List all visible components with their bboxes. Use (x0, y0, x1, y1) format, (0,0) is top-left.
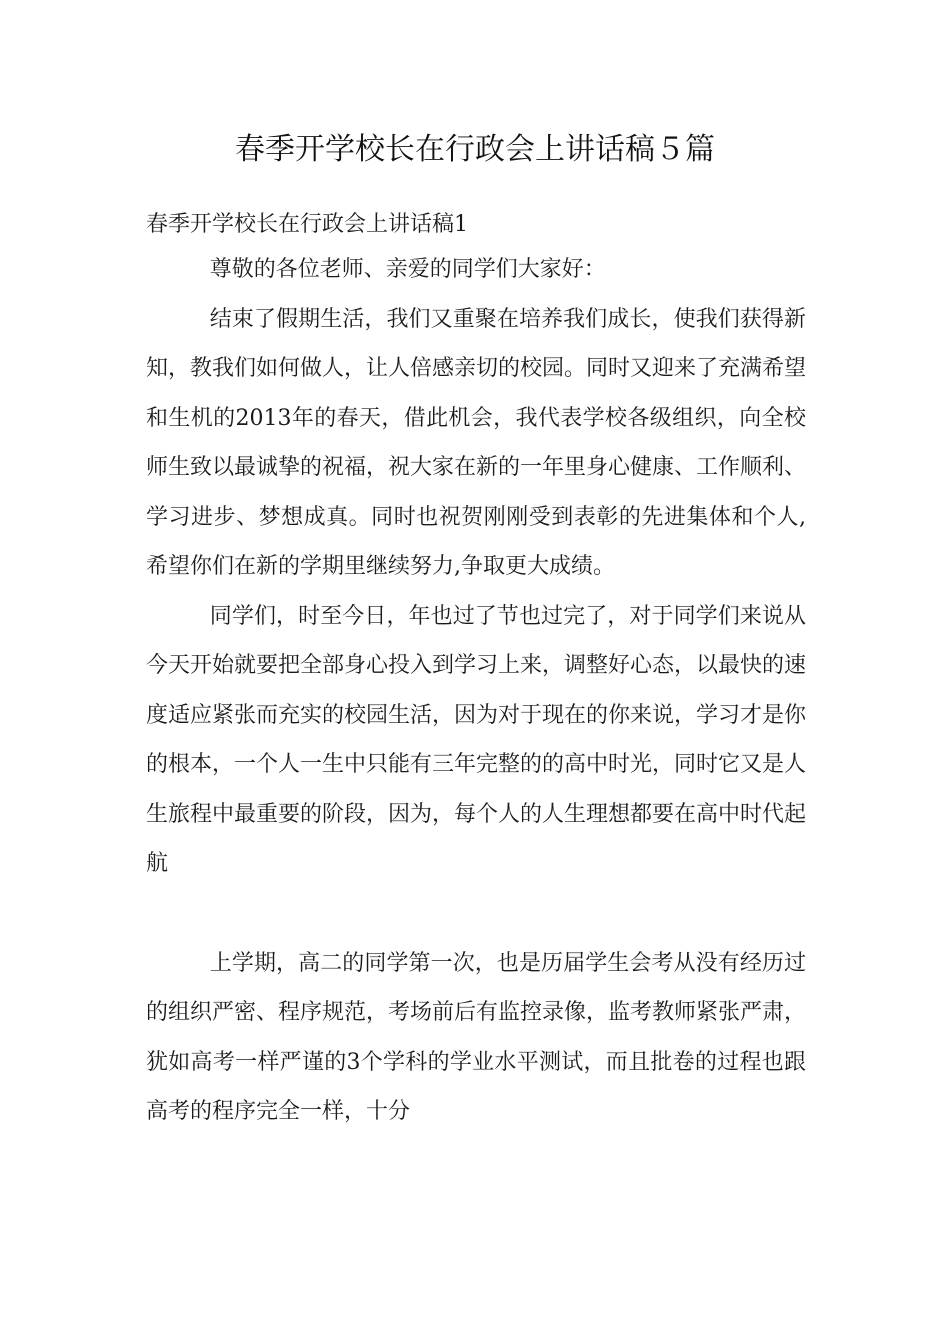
body-paragraph: 同学们，时至今日，年也过了节也过完了，对于同学们来说从今天开始就要把全部身心投入到学习上来，调整好心态，以最快的速度适应紧张而充实的校园生活，因为对于现在的你来说，学习才是你的根本，一个人一生中只能有三年完整的的高中时光，同时它又是人生旅程中最重要的阶段，因为，每个人的人生理想都要在高中时代起航 (146, 603, 807, 876)
body-paragraph: 上学期，高二的同学第一次，也是历届学生会考从没有经历过的组织严密、程序规范，考场前后有监控录像，监考教师紧张严肃，犹如高考一样严谨的3个学科的学业水平测试，而且批卷的过程也跟高考的程序完全一样，十分 (146, 950, 807, 1124)
body-paragraph: 结束了假期生活，我们又重聚在培养我们成长，使我们获得新知，教我们如何做人，让人倍感亲切的校园。同时又迎来了充满希望和生机的2013年的春天，借此机会，我代表学校各级组织，向全校师生致以最诚挚的祝福，祝大家在新的一年里身心健康、工作顺利、学习进步、梦想成真。同时也祝贺刚刚受到表彰的先进集体和个人,希望你们在新的学期里继续努力,争取更大成绩。 (146, 306, 807, 579)
document-title: 春季开学校长在行政会上讲话稿５篇 (235, 132, 715, 167)
salutation-paragraph: 尊敬的各位老师、亲爱的同学们大家好： (209, 257, 606, 282)
document-body (146, 205, 806, 1137)
section-heading: 春季开学校长在行政会上讲话稿1 (146, 212, 468, 237)
